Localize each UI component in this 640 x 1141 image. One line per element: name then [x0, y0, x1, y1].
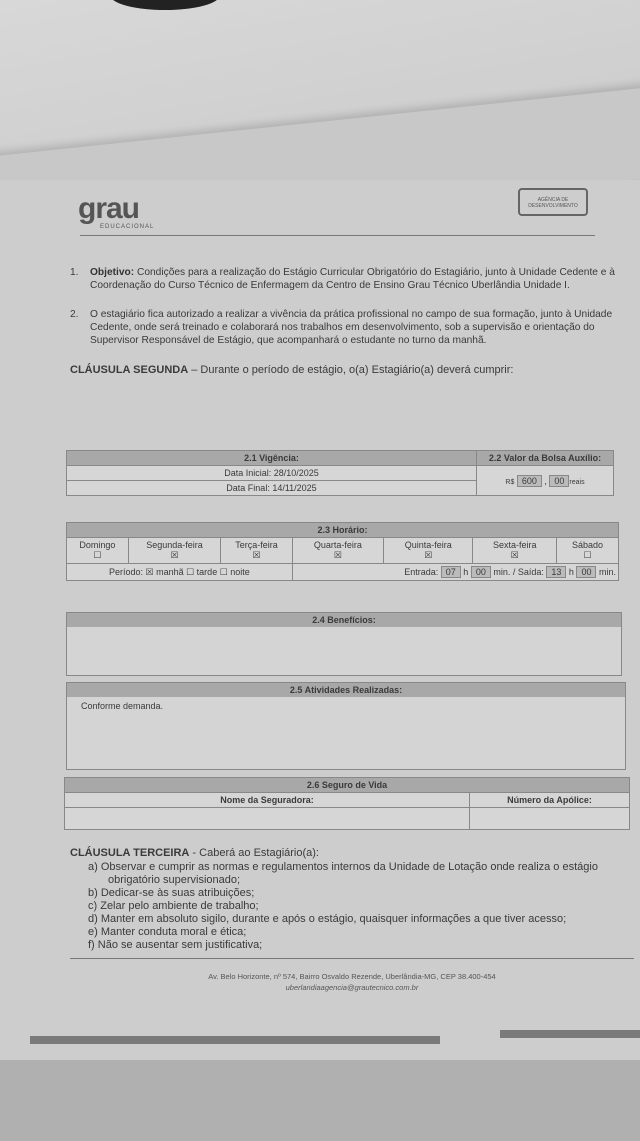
seguro-table — [64, 777, 630, 830]
agency-logo: AGÊNCIA DE DESENVOLVIMENTO — [518, 188, 588, 216]
list-item: e) Manter conduta moral e ética; — [88, 926, 247, 938]
horario-table — [66, 522, 619, 581]
beneficios-header: 2.4 Benefícios: — [67, 613, 621, 627]
clause-three: CLÁUSULA TERCEIRA - Caberá ao Estagiário(a): — [70, 847, 319, 859]
entrada-hour-field[interactable]: 07 — [441, 566, 461, 578]
objective-paragraph — [70, 266, 615, 292]
vigencia-table — [66, 450, 614, 496]
day-checkbox[interactable]: ☐ — [583, 550, 592, 560]
list-item: a) Observar e cumprir as normas e regulamentos internos da Unidade de Lotação onde realiza o estágio obrigatório supervisionado; — [88, 861, 598, 886]
day-quinta-feira — [384, 538, 473, 564]
day-segunda-feira — [128, 538, 221, 564]
day-checkbox[interactable]: ☒ — [424, 550, 433, 560]
header-rule — [80, 235, 595, 236]
list-item: d) Manter em absoluto sigilo, durante e após o estágio, quaisquer informações a que tiver acesso; — [88, 913, 567, 925]
list-item: c) Zelar pelo ambiente de trabalho; — [88, 900, 259, 912]
day-label: Sábado — [571, 540, 603, 550]
end-date: Data Final: 14/11/2025 — [67, 481, 477, 496]
bolsa-header: 2.2 Valor da Bolsa Auxílio: — [477, 451, 614, 466]
footer-bar-right — [500, 1030, 640, 1038]
atividades-header: 2.5 Atividades Realizadas: — [67, 683, 625, 697]
day-label: Sexta-feira — [492, 540, 537, 550]
footer-address: Av. Belo Horizonte, nº 574, Bairro Osvaldo Rezende, Uberlândia-MG, CEP 38.400-454 — [208, 972, 496, 981]
footer-bar-left — [30, 1036, 440, 1044]
day-checkbox[interactable]: ☒ — [333, 550, 342, 560]
seguro-header: 2.6 Seguro de Vida — [65, 778, 630, 793]
start-date: Data Inicial: 28/10/2025 — [67, 466, 477, 481]
clause-three-list — [88, 861, 634, 952]
logo-text: grau — [78, 192, 140, 225]
horario-header: 2.3 Horário: — [67, 523, 619, 538]
day-sábado — [556, 538, 618, 564]
day-checkbox[interactable]: ☒ — [170, 550, 179, 560]
day-label: Terça-feira — [235, 540, 278, 550]
item-number: 2. — [70, 309, 79, 320]
entrada-min-field[interactable]: 00 — [471, 566, 491, 578]
day-sexta-feira — [473, 538, 556, 564]
objective-text: Objetivo: Condições para a realização do Estágio Curricular Obrigatório do Estagiário, junto à Unidade Cedente e à Coordenação do Curso Técnico de Enfermagem da Centro de Ensino Grau Técnico Uberlândia Unidade I. — [90, 267, 615, 291]
list-item: b) Dedicar-se às suas atribuições; — [88, 887, 255, 899]
clause-two: CLÁUSULA SEGUNDA – Durante o período de estágio, o(a) Estagiário(a) deverá cumprir: — [70, 364, 514, 376]
vigencia-header: 2.1 Vigência: — [67, 451, 477, 466]
footer-rule — [70, 958, 634, 959]
day-checkbox[interactable]: ☐ — [93, 550, 102, 560]
grau-logo — [78, 194, 154, 231]
apolice-label: Número da Apólice: — [470, 793, 630, 808]
atividades-section — [66, 682, 626, 770]
day-label: Domingo — [79, 540, 116, 550]
day-checkbox[interactable]: ☒ — [252, 550, 261, 560]
day-label: Segunda-feira — [146, 540, 203, 550]
background-surface — [0, 1060, 640, 1141]
apolice-value — [470, 808, 630, 830]
list-item: f) Não se ausentar sem justificativa; — [88, 939, 263, 951]
atividades-text: Conforme demanda. — [81, 701, 164, 711]
footer — [70, 971, 634, 993]
day-checkbox[interactable]: ☒ — [510, 550, 519, 560]
authorization-paragraph — [70, 308, 615, 347]
intro-section — [70, 266, 615, 377]
day-label: Quinta-feira — [404, 540, 452, 550]
day-quarta-feira — [292, 538, 383, 564]
seguradora-value — [65, 808, 470, 830]
day-domingo — [67, 538, 129, 564]
logo-subtitle: EDUCACIONAL — [100, 224, 155, 230]
saida-min-field[interactable]: 00 — [576, 566, 596, 578]
periodo: Período: ☒ manhã ☐ tarde ☐ noite — [67, 564, 293, 581]
authorization-text: O estagiário fica autorizado a realizar a vivência da prática profissional no campo de sua formação, junto à Unidade Cedente, onde será treinado e colaborará nos trabalhos em desenvolvimento, sob a supervisão e orientação do Supervisor Responsável de Estágio, que acompanhará o estudante no turno da manhã. — [90, 309, 613, 346]
bolsa-value-field[interactable]: 600 — [517, 475, 542, 487]
bolsa-cents-field[interactable]: 00 — [549, 475, 569, 487]
day-terça-feira — [221, 538, 292, 564]
clause-three-section — [70, 846, 634, 993]
footer-email: uberlandiaagencia@grautecnico.com.br — [285, 983, 419, 992]
beneficios-section — [66, 612, 622, 676]
schedule-times: Entrada: 07 h 00 min. / Saída: 13 h 00 min. — [292, 564, 618, 581]
saida-hour-field[interactable]: 13 — [546, 566, 566, 578]
day-label: Quarta-feira — [313, 540, 362, 550]
item-number: 1. — [70, 267, 79, 278]
bolsa-value: R$ 600 , 00 reais — [477, 466, 614, 496]
seguradora-label: Nome da Seguradora: — [65, 793, 470, 808]
